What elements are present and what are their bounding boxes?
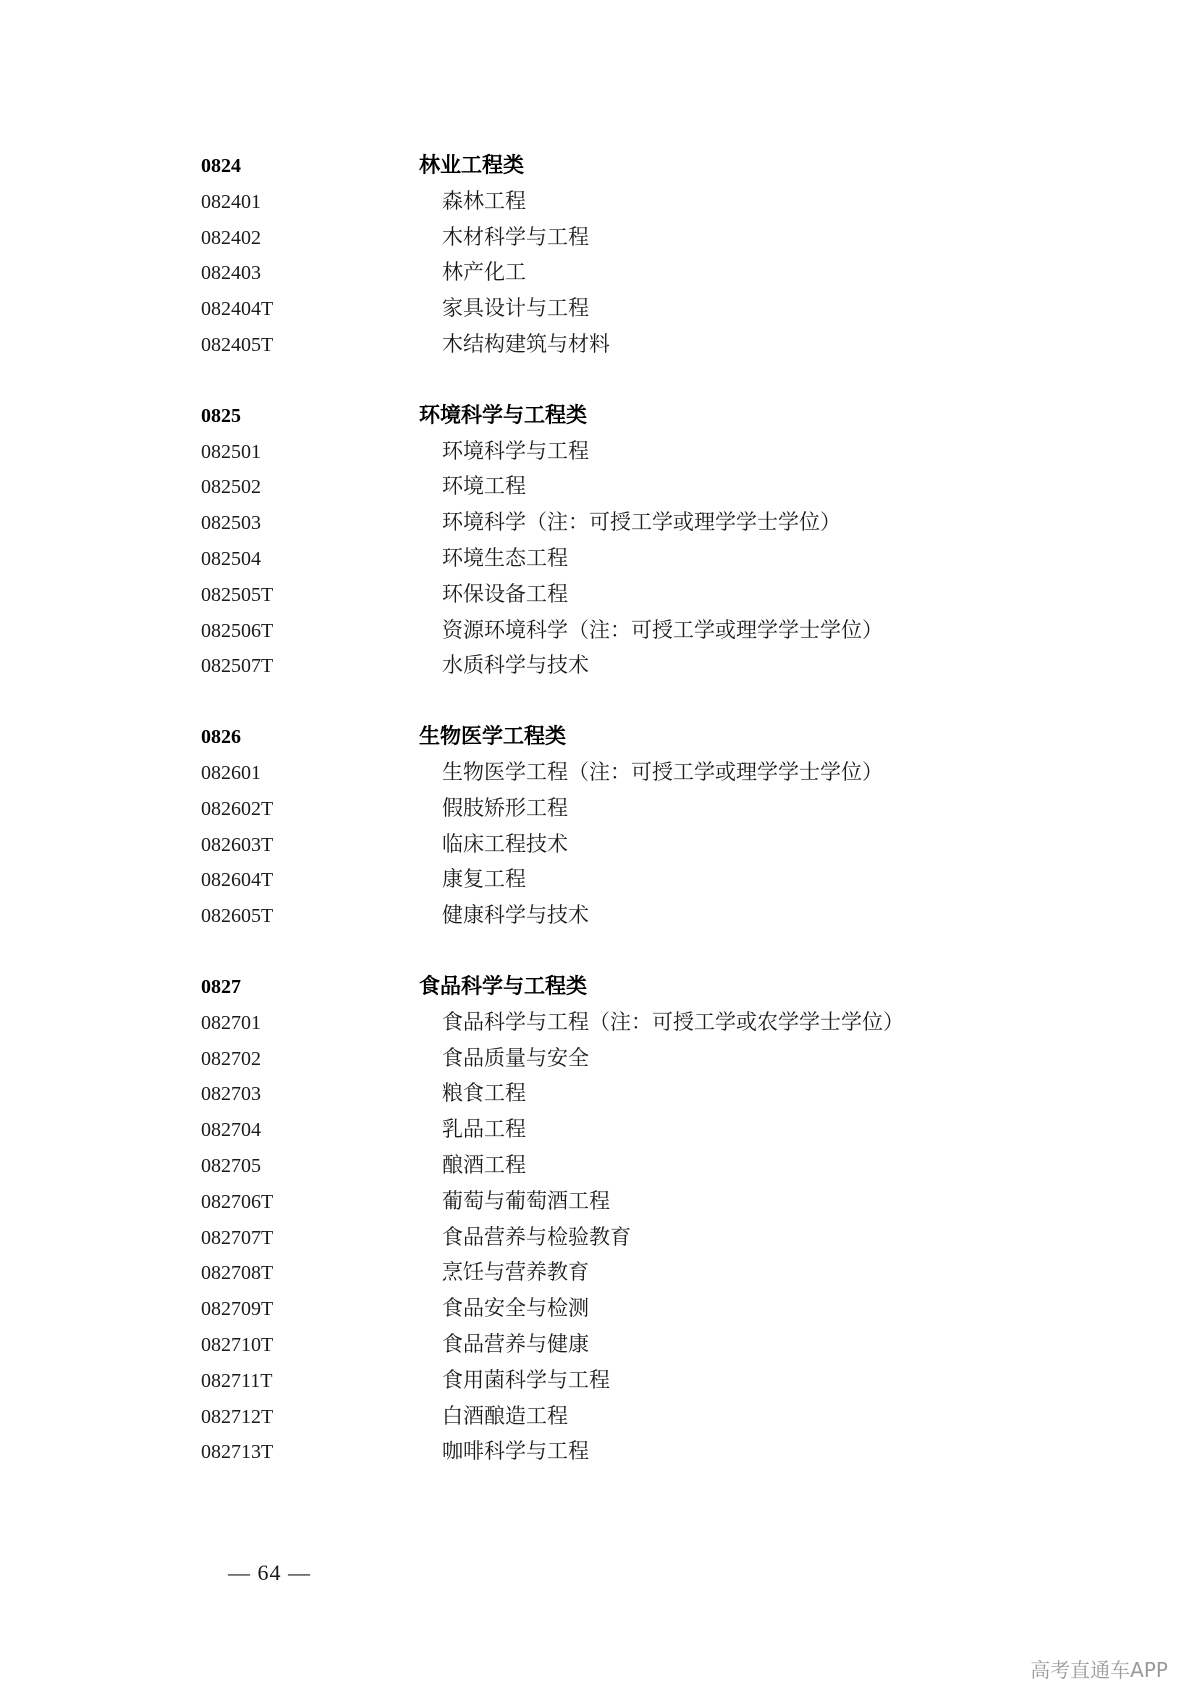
major-name: 烹饪与营养教育 <box>442 1260 589 1285</box>
category-title: 林业工程类 <box>419 153 524 177</box>
major-name: 白酒酿造工程 <box>442 1403 568 1428</box>
category-code: 0824 <box>201 155 241 177</box>
major-row <box>201 1327 1021 1363</box>
major-name: 酿酒工程 <box>442 1152 526 1177</box>
major-row <box>201 184 1021 220</box>
major-name: 林产化工 <box>442 260 526 285</box>
page-number: — 64 — <box>228 1560 311 1585</box>
major-row <box>201 862 1021 898</box>
major-row <box>201 1005 1021 1041</box>
major-code: 082705 <box>201 1154 261 1177</box>
major-row <box>201 327 1021 363</box>
major-name: 环境工程 <box>442 474 526 499</box>
major-name: 食用菌科学与工程 <box>442 1367 610 1392</box>
major-code: 082703 <box>201 1083 261 1106</box>
major-name: 食品科学与工程（注：可授工学或农学学士学位） <box>442 1009 904 1034</box>
major-row <box>201 577 1021 613</box>
major-code: 082701 <box>201 1011 261 1034</box>
major-row <box>201 613 1021 649</box>
category-header <box>201 148 1021 184</box>
major-row <box>201 291 1021 327</box>
major-row <box>201 791 1021 827</box>
major-name: 水质科学与技术 <box>442 653 589 678</box>
major-row <box>201 1363 1021 1399</box>
major-code: 082507T <box>201 655 274 678</box>
major-name: 食品营养与检验教育 <box>442 1224 631 1249</box>
major-row <box>201 220 1021 256</box>
major-name: 健康科学与技术 <box>442 903 589 928</box>
major-name: 家具设计与工程 <box>442 296 589 321</box>
major-name: 生物医学工程（注：可授工学或理学学士学位） <box>442 759 883 784</box>
major-name: 食品营养与健康 <box>442 1331 589 1356</box>
major-row <box>201 1291 1021 1327</box>
major-code: 082708T <box>201 1262 274 1285</box>
major-row <box>201 469 1021 505</box>
major-name: 食品质量与安全 <box>442 1045 589 1070</box>
major-row <box>201 1220 1021 1256</box>
major-code: 082603T <box>201 833 274 856</box>
major-name: 环境生态工程 <box>442 545 568 570</box>
major-name: 环保设备工程 <box>442 581 568 606</box>
major-row <box>201 1255 1021 1291</box>
major-code: 082402 <box>201 226 261 249</box>
major-name: 环境科学（注：可授工学或理学学士学位） <box>442 510 841 535</box>
category-title: 生物医学工程类 <box>419 724 566 749</box>
major-code: 082503 <box>201 512 261 535</box>
major-name: 森林工程 <box>442 188 526 213</box>
major-code: 082709T <box>201 1298 274 1321</box>
major-row <box>201 755 1021 791</box>
major-row <box>201 1399 1021 1435</box>
major-row <box>201 1041 1021 1077</box>
major-code: 082605T <box>201 905 274 928</box>
major-name: 木结构建筑与材料 <box>442 331 610 356</box>
category-header <box>201 398 1021 434</box>
major-code: 082704 <box>201 1119 261 1142</box>
major-name: 食品安全与检测 <box>442 1296 589 1321</box>
major-code: 082403 <box>201 262 261 285</box>
major-name: 资源环境科学（注：可授工学或理学学士学位） <box>442 617 883 642</box>
major-code: 082506T <box>201 619 274 642</box>
major-code: 082707T <box>201 1226 274 1249</box>
major-code: 082710T <box>201 1333 274 1356</box>
major-name: 木材科学与工程 <box>442 224 589 249</box>
major-row <box>201 1148 1021 1184</box>
major-name: 乳品工程 <box>442 1117 526 1142</box>
major-row <box>201 1112 1021 1148</box>
major-code: 082501 <box>201 440 261 463</box>
major-code: 082404T <box>201 298 274 321</box>
major-row <box>201 898 1021 934</box>
major-row <box>201 1434 1021 1470</box>
major-code: 082711T <box>201 1369 273 1392</box>
major-code: 082504 <box>201 547 261 570</box>
category-header <box>201 719 1021 755</box>
major-row <box>201 648 1021 684</box>
major-code: 082706T <box>201 1190 274 1213</box>
major-code: 082602T <box>201 797 274 820</box>
category-group <box>201 148 1021 363</box>
major-name: 咖啡科学与工程 <box>442 1439 589 1464</box>
major-row <box>201 434 1021 470</box>
category-group <box>201 719 1021 934</box>
major-code: 082405T <box>201 333 274 356</box>
major-row <box>201 255 1021 291</box>
major-row <box>201 1184 1021 1220</box>
major-code: 082502 <box>201 476 261 499</box>
major-catalog-list <box>201 148 1021 1505</box>
category-title: 环境科学与工程类 <box>419 402 587 427</box>
category-code: 0827 <box>201 975 241 998</box>
major-name: 假肢矫形工程 <box>442 795 568 820</box>
watermark-text: 高考直通车APP <box>1030 1658 1168 1682</box>
major-name: 粮食工程 <box>442 1081 526 1106</box>
major-code: 082401 <box>201 190 261 213</box>
major-row <box>201 505 1021 541</box>
category-code: 0826 <box>201 726 241 749</box>
major-row <box>201 1076 1021 1112</box>
major-code: 082604T <box>201 869 274 892</box>
category-group <box>201 398 1021 684</box>
major-name: 临床工程技术 <box>442 831 568 856</box>
major-code: 082713T <box>201 1441 274 1464</box>
major-code: 082505T <box>201 583 274 606</box>
category-code: 0825 <box>201 404 241 427</box>
major-name: 环境科学与工程 <box>442 438 589 463</box>
major-code: 082601 <box>201 761 261 784</box>
major-row <box>201 541 1021 577</box>
major-code: 082712T <box>201 1405 274 1428</box>
major-name: 葡萄与葡萄酒工程 <box>442 1188 610 1213</box>
major-row <box>201 827 1021 863</box>
category-header <box>201 969 1021 1005</box>
major-code: 082702 <box>201 1047 261 1070</box>
major-name: 康复工程 <box>442 867 526 892</box>
category-group <box>201 969 1021 1470</box>
category-title: 食品科学与工程类 <box>419 973 587 998</box>
